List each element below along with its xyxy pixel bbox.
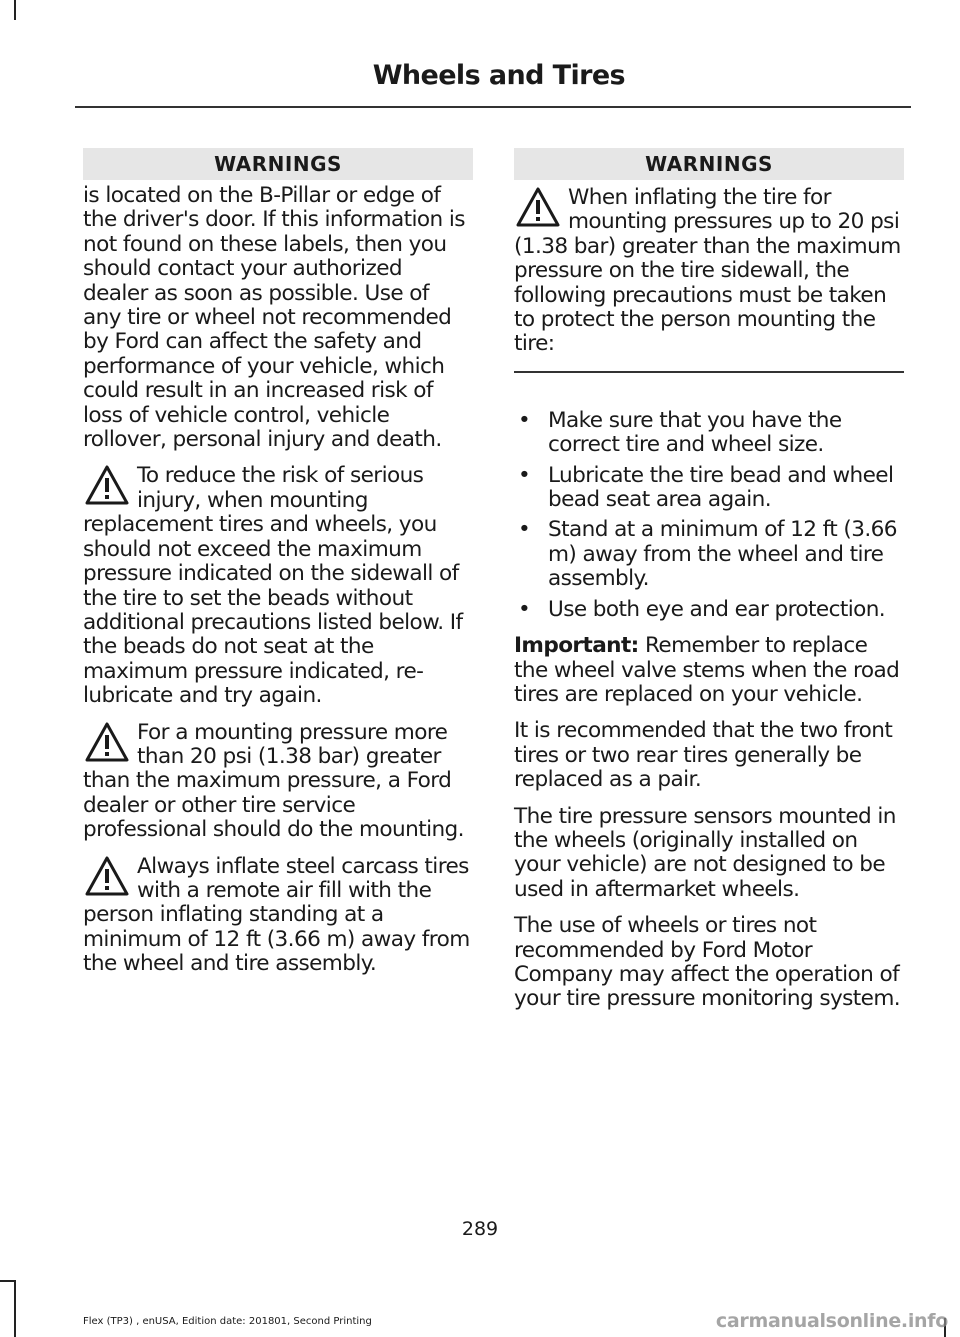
list-item: • Use both eye and ear protection. xyxy=(518,596,886,622)
warning-triangle-icon xyxy=(85,855,129,897)
warnings-end-rule xyxy=(514,371,904,373)
important-note xyxy=(514,634,904,707)
crop-mark-bottom-left xyxy=(14,1280,16,1337)
important-text: Remember to replace the wheel valve stems when the road tires are replaced on your vehicle. xyxy=(514,633,900,707)
warning-text: To reduce the risk of serious injury, when mounting replacement tires and wheels, you should not exceed the maximum pressure indicated on the sidewall of the tire to set the beads without additional precautions listed below. If the beads do not seat at the maximum pressure indicated, re-lubricate and try again. xyxy=(83,463,463,709)
list-item: • Lubricate the tire bead and wheel bead seat area again. xyxy=(518,462,894,513)
left-column xyxy=(83,148,473,989)
warning-block xyxy=(514,186,904,357)
warning-text: For a mounting pressure more than 20 psi (1.38 bar) greater than the maximum pressure, a Ford dealer or other tire service professional should do the mounting. xyxy=(83,719,464,843)
list-item: • Make sure that you have the correct tire and wheel size. xyxy=(518,407,842,458)
warning-text: Always inflate steel carcass tires with a remote air fill with the person inflating standing at a minimum of 12 ft (3.66 m) away from the wheel and tire assembly. xyxy=(83,853,470,977)
crop-mark-top-left xyxy=(14,0,16,20)
header-divider xyxy=(75,106,911,108)
watermark: carmanualsonline.info xyxy=(715,1310,948,1332)
crop-mark-bottom-left-h xyxy=(0,1280,16,1282)
warning-continued-text: is located on the B-Pillar or edge of the driver's door. If this information is not found on these labels, then you should contact your authorized dealer as soon as possible. Use of any tire or wheel not recommended by Ford can affect the safety and performance of your vehicle, which could result in an increased risk of loss of vehicle control, vehicle rollover, personal injury and death. xyxy=(83,183,465,453)
warnings-heading: WARNINGS xyxy=(514,148,904,180)
warning-block xyxy=(83,464,473,708)
list-item: • Stand at a minimum of 12 ft (3.66 m) away from the wheel and tire assembly. xyxy=(518,517,897,592)
precautions-list xyxy=(514,409,904,622)
footer-edition-text: Flex (TP3) , enUSA, Edition date: 201801, Second Printing xyxy=(83,1316,372,1327)
warnings-heading: WARNINGS xyxy=(83,148,473,180)
paragraph: The tire pressure sensors mounted in the wheels (originally installed on your vehicle) are not designed to be used in aftermarket wheels. xyxy=(514,803,896,902)
warning-block xyxy=(83,855,473,977)
warning-text: When inflating the tire for mounting pressures up to 20 psi (1.38 bar) greater than the maximum pressure on the tire sidewall, the following precautions must be taken to protect the person mounting the tire: xyxy=(514,185,901,357)
page-number: 289 xyxy=(461,1218,499,1240)
paragraph: It is recommended that the two front tires or two rear tires generally be replaced as a pair. xyxy=(514,718,893,793)
warning-triangle-icon xyxy=(85,464,129,506)
page-title: Wheels and Tires xyxy=(372,60,625,91)
warning-triangle-icon xyxy=(85,721,129,763)
warning-triangle-icon xyxy=(516,186,560,228)
right-column xyxy=(514,148,904,1024)
paragraph: The use of wheels or tires not recommended by Ford Motor Company may affect the operation of your tire pressure monitoring system. xyxy=(514,913,901,1012)
warning-block xyxy=(83,721,473,843)
important-label: Important: xyxy=(514,633,639,659)
